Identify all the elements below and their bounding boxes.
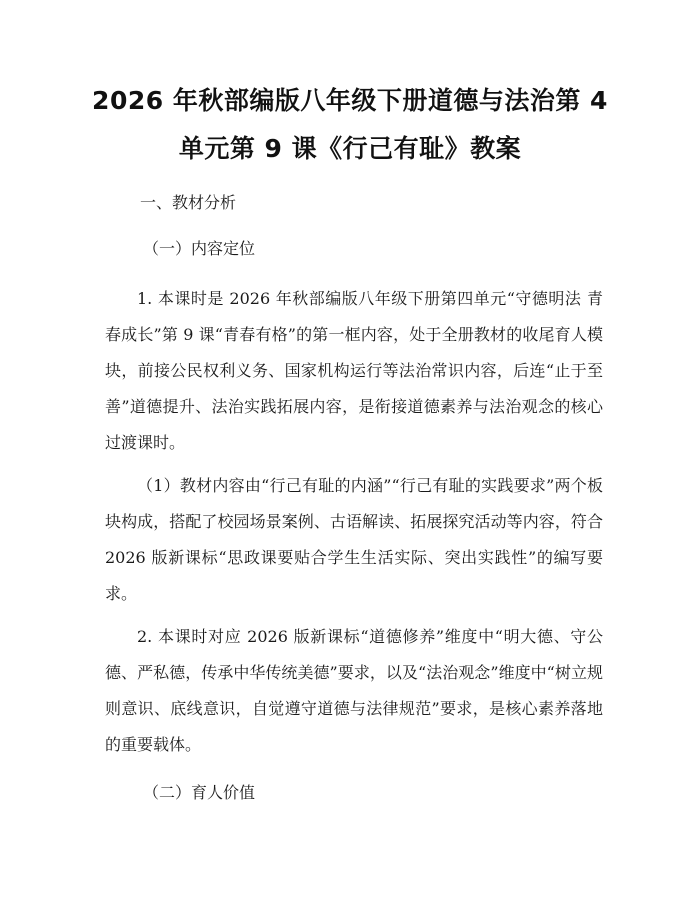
document-title-line-1: 2026 年秋部编版八年级下册道德与法治第 4 (92, 86, 608, 115)
paragraph-1: 1. 本课时是 2026 年秋部编版八年级下册第四单元“守德明法 青春成长”第 9 课“青春有格”的第一框内容，处于全册教材的收尾育人模块，前接公民权利义务、国家机构运行等法治常识内容，后连“止于至善”道德提升、法治实践拓展内容，是衔接道德素养与法治观念的核心过渡课时。 (105, 289, 603, 452)
subsection-heading-educational-value: （二）育人价值 (143, 783, 256, 802)
paragraph-3: 2. 本课时对应 2026 版新课标“道德修养”维度中“明大德、守公德、严私德，传承中华传统美德”要求，以及“法治观念”维度中“树立规则意识、底线意识，自觉遵守道德与法律规范”要求，是核心素养落地的重要载体。 (105, 627, 603, 754)
document-title-line-2: 单元第 9 课《行己有耻》教案 (178, 134, 522, 163)
subsection-heading-content-positioning: （一）内容定位 (143, 239, 256, 258)
paragraph-2: （1）教材内容由“行己有耻的内涵”“行己有耻的实践要求”两个板块构成，搭配了校园场景案例、古语解读、拓展探究活动等内容，符合 2026 版新课标“思政课要贴合学生生活实际、突出实践性”的编写要求。 (105, 476, 603, 603)
section-heading-textbook-analysis: 一、教材分析 (140, 193, 237, 212)
